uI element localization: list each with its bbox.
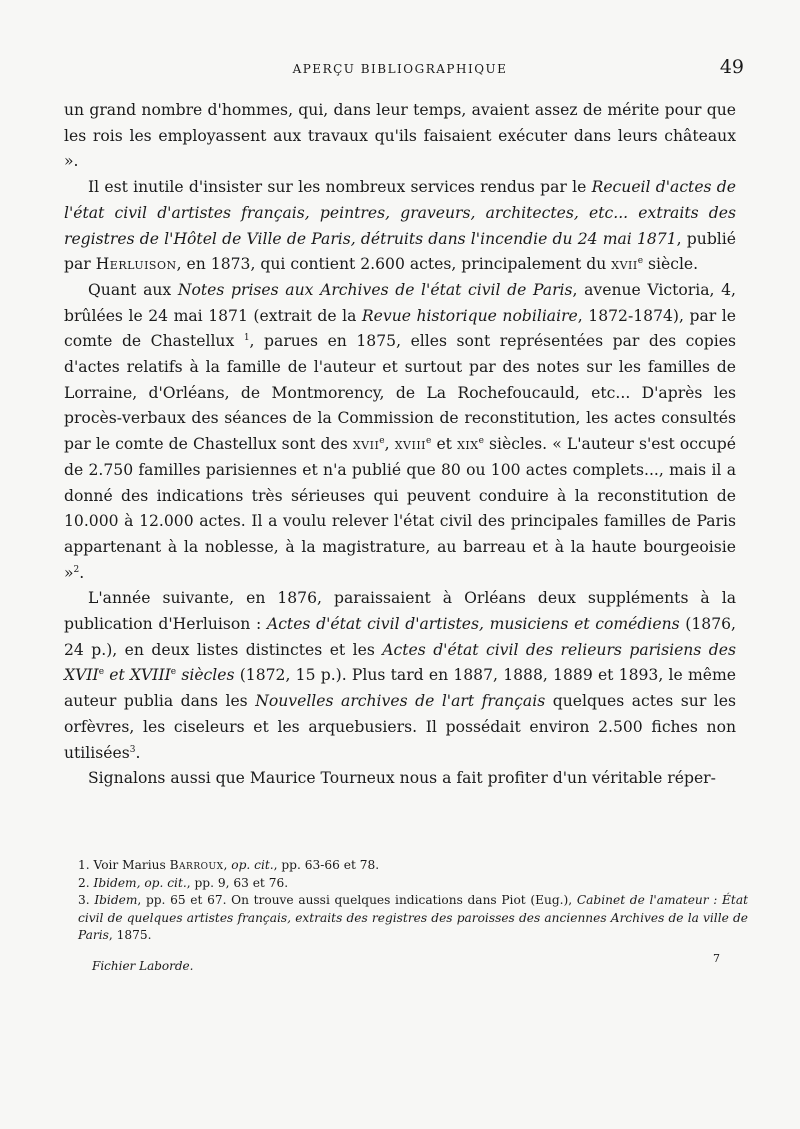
footnote-2: 2. Ibidem, op. cit., pp. 9, 63 et 76. — [78, 875, 289, 890]
fichier-note: Fichier Laborde. — [92, 959, 194, 973]
footnote-ref-1: 1 — [243, 333, 250, 344]
paragraph-1: un grand nombre d'hommes, qui, dans leur temps, avaient assez de mérite pour que les rois les employassent aux travaux qu'ils faisaient exécuter dans leurs châteaux ». — [64, 101, 736, 171]
running-title: APERÇU BIBLIOGRAPHIQUE — [292, 62, 508, 76]
paragraph-4: L'année suivante, en 1876, paraissaient à Orléans deux suppléments à la publication d'Herluison : Actes d'état civil d'artistes, musiciens et comédiens (1876, 24 p.), en deux listes distinctes et les Actes d'état civil des relieurs parisiens des XVIIe et XVIIIe siècles (1872, 15 p.). Plus tard en 1887, 1888, 1889 et 1893, le même auteur publia dans les Nouvelles archives de l'art français quelques actes sur les orfèvres, les ciseleurs et les arquebusiers. Il possédait environ 2.500 fiches non utilisées$^3$. — [64, 589, 737, 762]
actes-artistes-title: Actes d'état civil d'artistes, musiciens et comédiens — [266, 615, 680, 634]
sheet-number: 7 — [713, 952, 720, 965]
footnotes — [78, 857, 748, 945]
paragraph-3: Quant aux Notes prises aux Archives de l'état civil de Paris, avenue Victoria, 4, brûlées le 24 mai 1871 (extrait de la Revue historique nobiliaire, 1872-1874), par le comte de Chastellux $^1$, parues en 1875, elles sont représentées par des copies d'actes relatifs à la famille de l'auteur et surtout par des notes sur les familles de Lorraine, d'Orléans, de Montmorency, de La Rochefoucauld, etc... D'après les procès-verbaux des séances de la Commission de reconstitution, les actes consultés par le comte de Chastellux sont des xvii$^e$, xviii$^e$ et xix$^e$ siècles. « L'auteur s'est occupé de 2.750 familles parisiennes et n'a publié que 80 ou 100 actes complets..., mais il a donné des indications très sérieuses qui peuvent conduire à la reconstitution de 10.000 à 12.000 actes. Il a voulu relever l'état civil des principales familles de Paris appartenant à la noblesse, à la magistrature, au barreau et à la haute bourgeoisie »$^2$. — [64, 280, 736, 582]
actes-relieurs-title: Actes d'état civil des relieurs parisiens des XVII — [64, 640, 736, 685]
footnote-ref-3: 3 — [129, 744, 136, 755]
paragraph-2: Il est inutile d'insister sur les nombreux services rendus par le Recueil d'actes de l'état civil d'artistes français, peintres, graveurs, architectes, etc... extraits des registres de l'Hôtel de Ville de Paris, détruits dans l'incendie du 24 mai 1871, publié par Herluison, en 1873, qui contient 2.600 actes, principalement du xvii$^e$ siècle. — [64, 178, 737, 274]
footnote-1: 1. Voir Marius Barroux, op. cit., pp. 63-66 et 78. — [78, 858, 380, 872]
footnote-3: 3. Ibidem, pp. 65 et 67. On trouve aussi quelques indications dans Piot (Eug.), Cabinet de l'amateur : État civil de quelques artistes français, extraits des registres des paroisses des anciennes Archives de la ville de Paris, 1875. — [78, 893, 748, 942]
body-text — [64, 98, 736, 792]
footnote-ref-2: 2 — [73, 564, 80, 575]
revue-title: Revue historique nobiliaire — [361, 306, 578, 325]
notes-title: Notes prises aux Archives de l'état civil de Paris — [177, 280, 573, 299]
recueil-title: Recueil d'actes de l'état civil d'artistes français, peintres, graveurs, architectes, etc... extraits des registres de l'Hôtel de Ville de Paris, détruits dans l'incendie du 24 mai 1871 — [64, 178, 736, 248]
page-number: 49 — [719, 56, 744, 78]
author-herluison: Herluison — [95, 255, 177, 274]
nouvelles-archives-title: Nouvelles archives de l'art français — [255, 692, 546, 711]
paragraph-5: Signalons aussi que Maurice Tourneux nous a fait profiter d'un véritable réper- — [88, 769, 716, 788]
